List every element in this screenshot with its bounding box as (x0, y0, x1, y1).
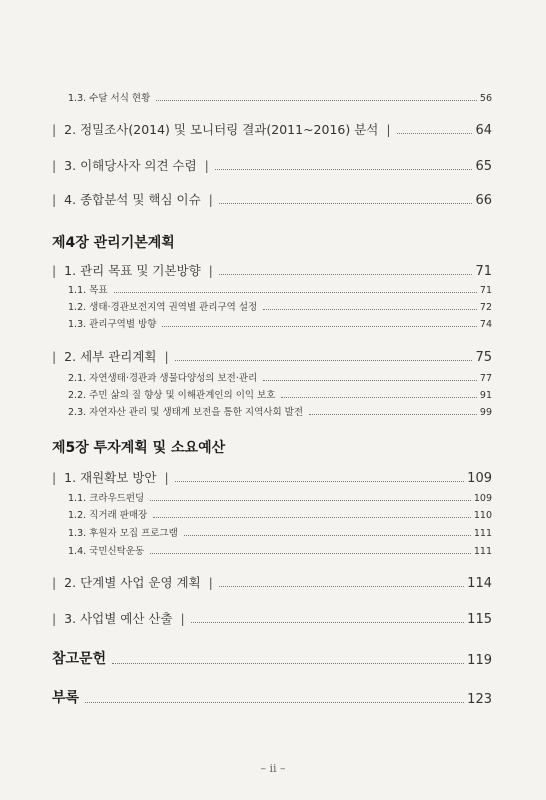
bar-glyph: | (52, 611, 57, 626)
leader-dots (219, 586, 464, 587)
leader-dots (85, 702, 464, 703)
toc-label-text: 2. 세부 관리계획 (64, 349, 157, 364)
toc-label: 1.1. 목표 (68, 285, 108, 296)
toc-label-text: 1. 재원확보 방안 (64, 470, 157, 485)
leader-dots (114, 292, 477, 293)
toc-page-number: 72 (479, 302, 492, 313)
toc-label: 참고문헌 (52, 651, 107, 667)
toc-label: 1.3. 관리구역별 방향 (68, 319, 157, 330)
toc-page-number: 91 (479, 390, 492, 401)
toc-label (52, 573, 213, 591)
toc-subsection[interactable] (68, 543, 492, 557)
toc-page-number: 109 (473, 493, 492, 504)
toc-section[interactable] (52, 468, 492, 486)
leader-dots (184, 535, 471, 536)
toc-label (52, 347, 169, 365)
leader-dots (156, 100, 477, 101)
toc-page-number: 119 (467, 653, 492, 668)
toc-page-number: 115 (467, 612, 492, 627)
leader-dots (162, 326, 476, 327)
toc-subsection[interactable] (68, 90, 492, 104)
toc-label (52, 120, 391, 138)
toc-page-number: 74 (479, 319, 492, 330)
leader-dots (191, 622, 464, 623)
toc-section[interactable] (52, 190, 492, 208)
toc-label: 2.1. 자연생태·경관과 생물다양성의 보전·관리 (68, 373, 258, 384)
bar-glyph: | (52, 158, 57, 173)
toc-subsection[interactable] (68, 282, 492, 296)
toc-label (52, 190, 213, 208)
toc-page-number: 111 (473, 528, 492, 539)
bar-glyph: | (52, 349, 57, 364)
toc-section[interactable] (52, 156, 492, 174)
toc-label: 1.1. 크라우드펀딩 (68, 493, 145, 504)
toc-label: 1.2. 생태·경관보전지역 권역별 관리구역 설정 (68, 302, 258, 313)
bar-glyph: | (208, 263, 213, 278)
toc-page-number: 114 (467, 576, 492, 591)
toc-page-number: 65 (475, 159, 492, 174)
toc-section[interactable] (52, 609, 492, 627)
leader-dots (150, 500, 471, 501)
bar-glyph: | (180, 611, 185, 626)
toc-label (52, 468, 169, 486)
toc-label: 2.3. 자연자산 관리 및 생태계 보전을 통한 지역사회 발전 (68, 407, 304, 418)
leader-dots (175, 360, 473, 361)
toc-label (52, 261, 213, 279)
toc-label: 1.4. 국민신탁운동 (68, 546, 145, 557)
bar-glyph: | (52, 263, 57, 278)
toc-subsection[interactable] (68, 387, 492, 401)
toc-page-number: 111 (473, 546, 492, 557)
toc-page-number: 99 (479, 407, 492, 418)
toc-page-number: 64 (475, 123, 492, 138)
toc-label: 2.2. 주민 삶의 질 향상 및 이해관계인의 이익 보호 (68, 390, 276, 401)
toc-page-number: 56 (479, 93, 492, 104)
bar-glyph: | (52, 470, 57, 485)
bar-glyph: | (164, 470, 169, 485)
toc-label-text: 2. 정밀조사(2014) 및 모니터링 결과(2011~2016) 분석 (64, 122, 379, 137)
bar-glyph: | (208, 192, 213, 207)
bar-glyph: | (164, 349, 169, 364)
toc-subsection[interactable] (68, 507, 492, 521)
toc-subsection[interactable] (68, 525, 492, 539)
chapter-heading[interactable]: 제4장 관리기본계획 (52, 235, 175, 251)
toc-label-text: 4. 종합분석 및 핵심 이슈 (64, 192, 201, 207)
toc-label: 1.3. 수달 서식 현황 (68, 93, 151, 104)
leader-dots (153, 517, 471, 518)
leader-dots (263, 380, 477, 381)
toc-section[interactable] (52, 573, 492, 591)
toc-subsection[interactable] (68, 316, 492, 330)
leader-dots (150, 553, 471, 554)
toc-label (52, 609, 185, 627)
bar-glyph: | (386, 122, 391, 137)
toc-appendix[interactable] (52, 687, 492, 707)
toc-label (52, 156, 209, 174)
bar-glyph: | (52, 575, 57, 590)
leader-dots (175, 481, 465, 482)
toc-subsection[interactable] (68, 490, 492, 504)
toc-label-text: 3. 이해당사자 의견 수렴 (64, 158, 197, 173)
toc-subsection[interactable] (68, 370, 492, 384)
leader-dots (263, 309, 477, 310)
leader-dots (281, 397, 476, 398)
toc-page-number: 77 (479, 373, 492, 384)
leader-dots (215, 169, 473, 170)
toc-section[interactable] (52, 347, 492, 365)
toc-page-number: 71 (479, 285, 492, 296)
leader-dots (309, 414, 477, 415)
page-footer-number: – ii – (260, 762, 286, 775)
bar-glyph: | (208, 575, 213, 590)
toc-section[interactable] (52, 120, 492, 138)
bar-glyph: | (52, 192, 57, 207)
toc-subsection[interactable] (68, 299, 492, 313)
toc-label: 1.2. 직거래 판매장 (68, 510, 148, 521)
chapter-heading[interactable]: 제5장 투자계획 및 소요예산 (52, 440, 226, 456)
toc-section[interactable] (52, 261, 492, 279)
toc-references[interactable] (52, 648, 492, 668)
leader-dots (219, 203, 473, 204)
leader-dots (112, 663, 464, 664)
bar-glyph: | (204, 158, 209, 173)
toc-page-number: 66 (475, 193, 492, 208)
toc-page-number: 123 (467, 692, 492, 707)
toc-label-text: 1. 관리 목표 및 기본방향 (64, 263, 201, 278)
leader-dots (219, 274, 473, 275)
toc-page-number: 71 (475, 264, 492, 279)
bar-glyph: | (52, 122, 57, 137)
toc-subsection[interactable] (68, 404, 492, 418)
toc-page-number: 109 (467, 471, 492, 486)
toc-label-text: 3. 사업별 예산 산출 (64, 611, 173, 626)
toc-label-text: 2. 단계별 사업 운영 계획 (64, 575, 201, 590)
toc-page-number: 110 (473, 510, 492, 521)
toc-label: 부록 (52, 690, 80, 706)
leader-dots (397, 133, 473, 134)
toc-page-number: 75 (475, 350, 492, 365)
toc-label: 1.3. 후원자 모집 프로그램 (68, 528, 178, 539)
